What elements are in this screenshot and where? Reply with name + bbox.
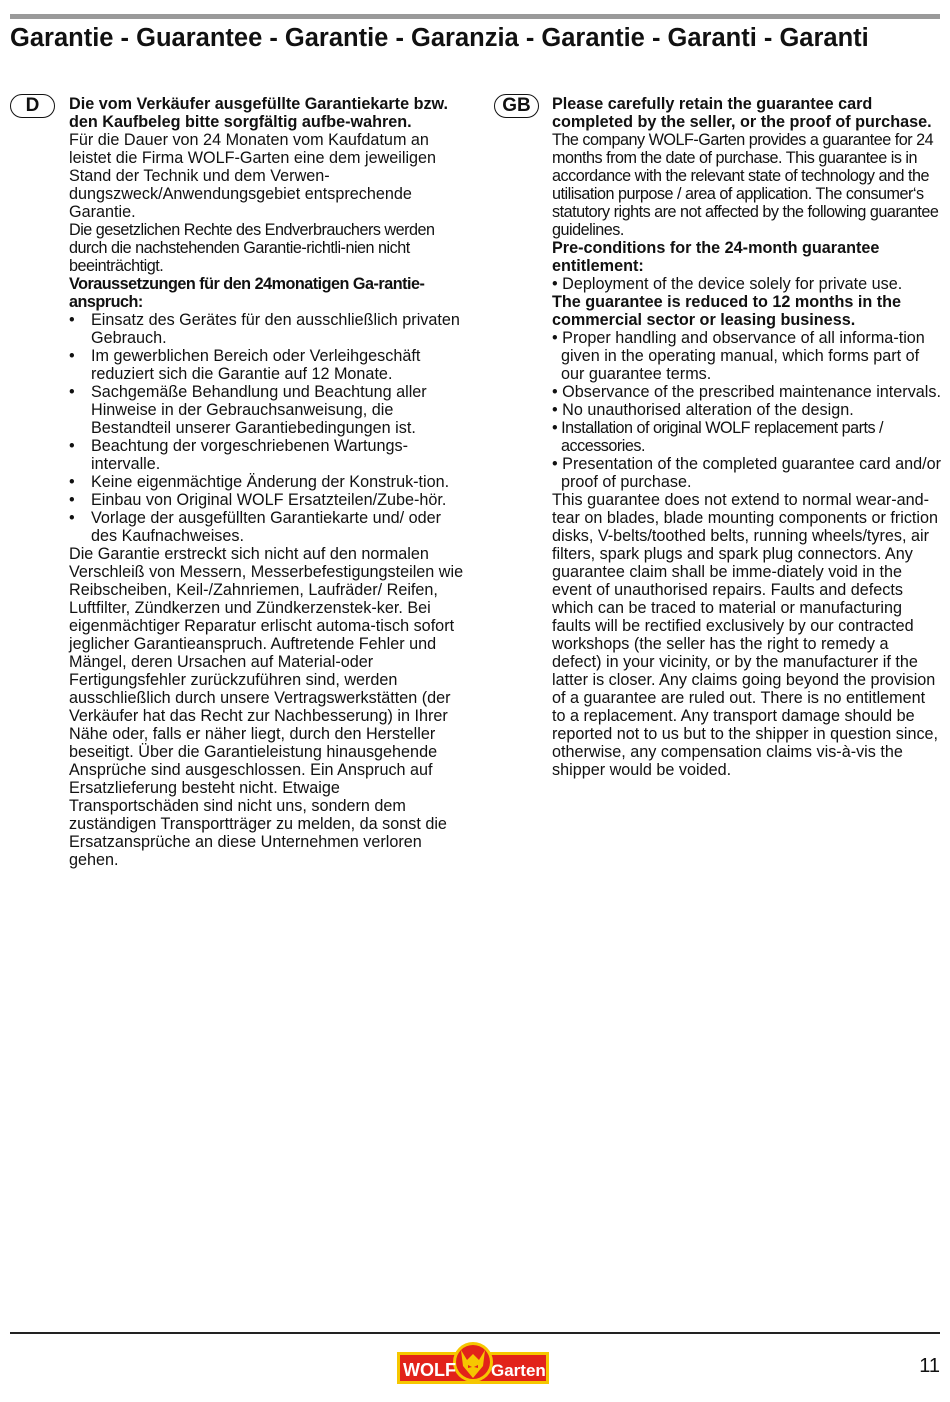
list-item: • Im gewerblichen Bereich oder Verleihgeschäft reduziert sich die Garantie auf 12 Monate. [69,347,464,383]
page-title: Garantie - Guarantee - Garantie - Garanzia - Garantie - Garanti - Garanti [10,24,869,52]
language-badge-gb: GB [494,94,539,118]
list-item: • Beachtung der vorgeschriebenen Wartungs-intervalle. [69,437,464,473]
list-item: • Sachgemäße Behandlung und Beachtung aller Hinweise in der Gebrauchsanweisung, die Bestandteil unserer Garantiebedingungen ist. [69,383,464,437]
english-column [552,95,942,779]
gb-closing-paragraph: This guarantee does not extend to normal wear-and-tear on blades, blade mounting components or friction disks, V-belts/toothed belts, running wheels/tyres, air filters, spark plugs and spark plug connectors. Any guarantee claim shall be imme-diately void in the event of unauthorised repairs. Faults and defects which can be traced to material or manufacturing faults will be rectified exclusively by our contracted workshops (the seller has the right to remedy a defect) in your vicinity, or by the manufacturer if the latter is closer. Any claims going beyond the provision of a guarantee are ruled out. There is no entitlement to a replacement. Any transport damage should be reported not to us but to the shipper in question since, otherwise, any compensation claims vis-à-vis the shipper would be voided. [552,491,939,779]
list-item: • No unauthorised alteration of the design. [552,401,854,419]
bottom-rule [10,1332,940,1334]
list-item: • Keine eigenmächtige Änderung der Konstruk-tion. [69,473,464,491]
de-paragraph-2: Die gesetzlichen Rechte des Endverbrauchers werden durch die nachstehenden Garantie-richtli-nien nicht beeinträchtigt. [69,221,435,275]
de-conditions-list [69,311,464,545]
list-item: • Einbau von Original WOLF Ersatzteilen/Zube-hör. [69,491,464,509]
list-item: • Proper handling and observance of all informa-tion given in the operating manual, which forms part of our guarantee terms. [552,329,925,383]
german-column [69,95,464,869]
gb-paragraph-1: The company WOLF-Garten provides a guarantee for 24 months from the date of purchase. This guarantee is in accordance with the relevant state of technology and the utilisation purpose / area of application. The consumer‘s statutory rights are not affected by the following guarantee guidelines. [552,131,939,239]
gb-item-private-use: • Deployment of the device solely for private use. [552,275,903,293]
logo-wordmark-right: Garten [491,1361,546,1380]
language-badge-de: D [10,94,55,118]
list-item: • Observance of the prescribed maintenance intervals. [552,383,941,401]
de-paragraph-1: Für die Dauer von 24 Monaten vom Kaufdatum an leistet die Firma WOLF-Garten eine dem jeweiligen Stand der Technik und dem Verwen-dungszweck/Anwendungsgebiet entsprechende Garantie. [69,131,437,221]
list-item: • Installation of original WOLF replacement parts / accessories. [552,419,884,455]
gb-commercial-note: The guarantee is reduced to 12 months in the commercial sector or leasing business. [552,293,901,329]
de-intro: Die vom Verkäufer ausgefüllte Garantiekarte bzw. den Kaufbeleg bitte sorgfältig aufbe-wahren. [69,95,449,131]
de-closing-paragraph: Die Garantie erstreckt sich nicht auf den normalen Verschleiß von Messern, Messerbefestigungsteilen wie Reibscheiben, Keil-/Zahnriemen, Laufräder/ Reifen, Luftfilter, Zündkerzen und Zündkerzenstek-ker. Bei eigenmächtiger Reparatur erlischt automa-tisch sofort jeglicher Garantieanspruch. Auftretende Fehler und Mängel, deren Ursachen auf Material-oder Fertigungsfehler zurückzuführen sind, werden ausschließlich durch unsere Vertragswerkstätten (der Verkäufer hat das Recht zur Nachbesserung) in Ihrer Nähe oder, falls er näher liegt, durch den Hersteller beseitigt. Über die Garantieleistung hinausgehende Ansprüche sind ausgeschlossen. Ein Anspruch auf Ersatzlieferung besteht nicht. Etwaige Transportschäden sind nicht uns, sondern dem zuständigen Transportträger zu melden, da sonst die Ersatzansprüche an diese Unternehmen verloren gehen. [69,545,464,869]
logo-wordmark-left: WOLF [403,1360,456,1380]
de-conditions-heading: Voraussetzungen für den 24monatigen Ga-rantie-anspruch: [69,275,425,311]
page-number: 11 [919,1355,940,1377]
list-item: • Presentation of the completed guarantee card and/or proof of purchase. [552,455,942,491]
list-item: • Vorlage der ausgefüllten Garantiekarte und/ oder des Kaufnachweises. [69,509,464,545]
gb-conditions-heading: Pre-conditions for the 24-month guarantee entitlement: [552,239,880,275]
gb-intro: Please carefully retain the guarantee card completed by the seller, or the proof of purchase. [552,95,932,131]
top-rule [10,14,940,19]
list-item: • Einsatz des Gerätes für den ausschließlich privaten Gebrauch. [69,311,464,347]
wolf-garten-logo [395,1340,551,1386]
